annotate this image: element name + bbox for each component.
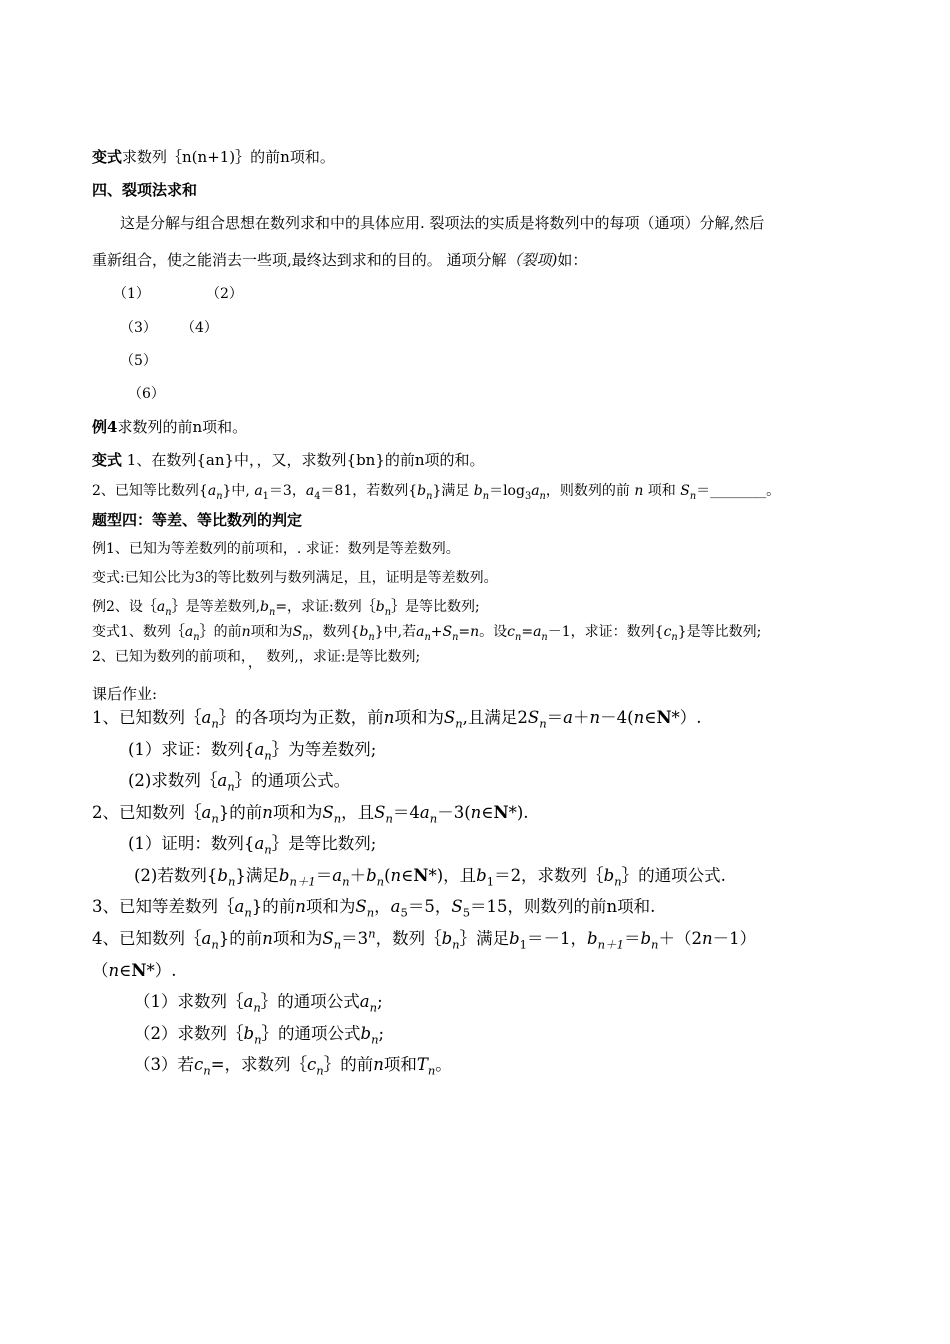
paragraph-line-2: 重新组合，使之能消去一些项,最终达到求和的目的。 通项分解（裂项)如： xyxy=(92,251,588,269)
homework-problem-4: 4、已知数列$\{a_n$}的前n项和为$S_n=3^n$，数列$\{b_n\}$满足$b_1=-1$，$b_{n+1}=b_n+(2n-1)$ xyxy=(92,926,757,952)
variant-2-line: 2、已知等比数列$\{a_n\}$中, $a_1=3$，$a_4=81$，若数列$\{b_n\}$满足 $b_n=\log_3a_n$，则数列的前 n 项和 $S_n=\_\_\_\_\_\_\_\_$。 xyxy=(92,483,781,502)
variant-sum-line: 变式求数列｛n(n+1)｝的前n项和。 xyxy=(92,148,335,166)
homework-2-part-1: (1）证明：数列{$a_n\}$是等比数列; xyxy=(128,834,377,857)
homework-heading: 课后作业: xyxy=(92,685,158,703)
homework-4-part-1: （1）求数列$\{a_n\}$的通项公式$a_n$; xyxy=(134,992,383,1015)
homework-problem-3: 3、已知等差数列$\{a_n$}的前n项和为$S_n$，$a_5=5$，$S_5=15$，则数列的前n项和. xyxy=(92,897,656,920)
formula-label-1: （1） xyxy=(113,286,150,302)
example-2-line: 例2、设$\{a_n\}$是等差数列$,b_n=$，求证:数列$\{b_n\}$是等比数列; xyxy=(92,599,480,618)
homework-1-part-1: (1）求证：数列{$a_n\}$为等差数列; xyxy=(128,740,377,763)
homework-4-part-3: （3）若$c_n=$，求数列$\{c_n\}$的前n项和$T_n$。 xyxy=(134,1055,452,1078)
variant-2-line-2: 2、已知为数列的前项和，， 数列,，求证:是等比数列; xyxy=(92,649,421,671)
formula-label-4: （4） xyxy=(181,320,218,336)
formula-label-3: （3） xyxy=(120,320,157,336)
homework-problem-2: 2、已知数列$\{a_n$}的前n项和为$S_n$，且$S_n=4a_n-3(n\in N*)$. xyxy=(92,803,529,826)
example-1-line: 例1、已知为等差数列的前项和，. 求证：数列是等差数列。 xyxy=(92,541,460,557)
homework-problem-1: 1、已知数列$\{a_n\}$的各项均为正数，前n项和为$S_n$,且满足$2S_n=a+n-4(n\in N*)$. xyxy=(92,708,702,731)
variant-line: 变式:已知公比为3的等比数列与数列满足，且，证明是等差数列。 xyxy=(92,570,498,586)
variant-1-line: 变式 1、在数列{an}中，，又，求数列{bn}的前n项的和。 xyxy=(92,451,485,469)
section-heading-type-4: 题型四：等差、等比数列的判定 xyxy=(92,511,303,529)
formula-label-2: （2） xyxy=(206,286,243,302)
homework-1-part-2: (2)求数列$\{a_n\}$的通项公式。 xyxy=(128,771,351,794)
formula-label-6: （6） xyxy=(128,386,165,402)
homework-4-continuation: （n∈N*）. xyxy=(92,961,177,980)
formula-label-5: （5） xyxy=(120,353,157,369)
homework-2-part-2: (2)若数列$\{b_n\}$满足$b_{n+1}=a_n+b_n(n\in N*)$，且$b_1=2$，求数列$\{b_n\}$的通项公式. xyxy=(134,866,726,889)
paragraph-line-1: 这是分解与组合思想在数列求和中的具体应用. 裂项法的实质是将数列中的每项（通项）分解,然后 xyxy=(120,214,765,232)
example-4: 例4求数列的前n项和。 xyxy=(92,418,248,436)
section-heading-split-terms: 四、裂项法求和 xyxy=(92,181,198,199)
variant-1-line-2: 变式1、数列$\{a_n\}$的前n项和为$S_n$，数列$\{b_n\}$中,若$a_n+S_n=n$。设$c_n=a_n-1$，求证：数列$\{c_n\}$是等比数列; xyxy=(92,624,762,643)
homework-4-part-2: （2）求数列$\{b_n\}$的通项公式$b_n$; xyxy=(134,1024,385,1047)
